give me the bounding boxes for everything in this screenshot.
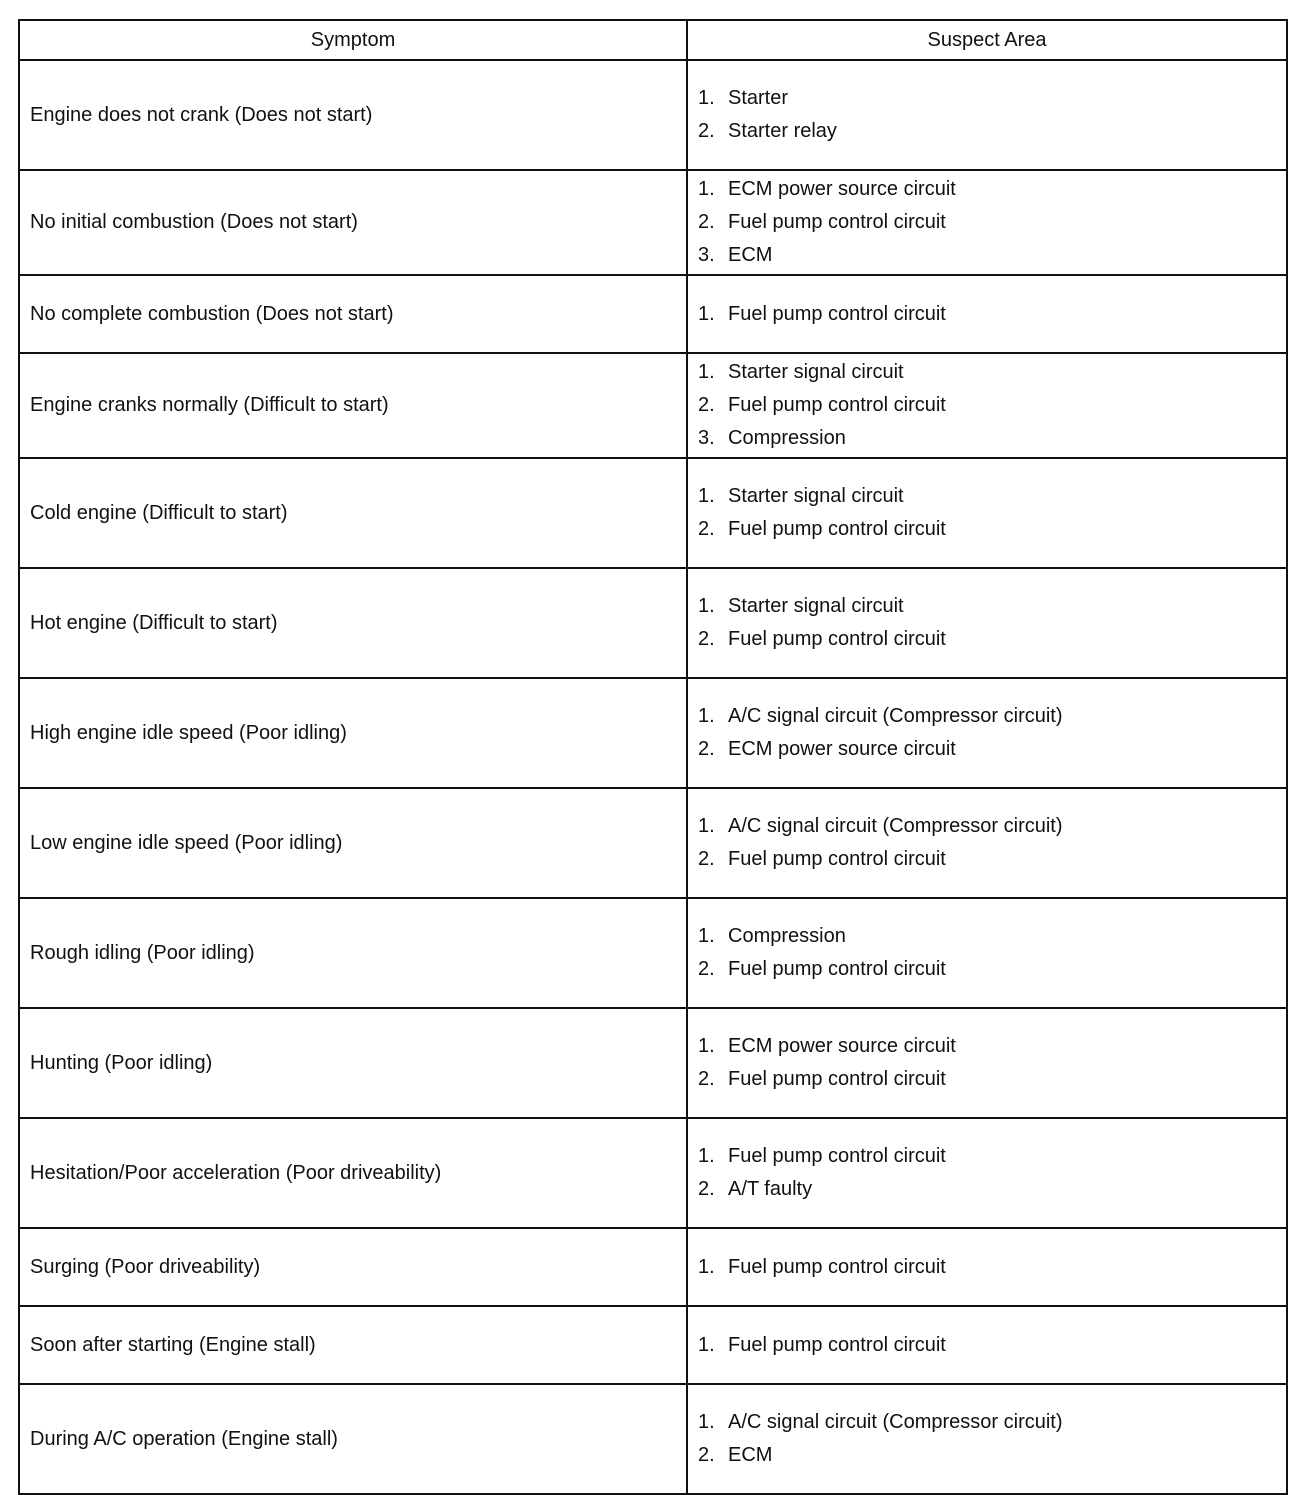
symptom-cell: Hot engine (Difficult to start)	[19, 568, 687, 678]
table-row	[19, 275, 1287, 353]
item-number: 1.	[698, 361, 715, 383]
symptom-cell: Surging (Poor driveability)	[19, 1228, 687, 1306]
symptom-cell: Soon after starting (Engine stall)	[19, 1306, 687, 1384]
suspect-area-text: Fuel pump control circuit	[728, 211, 946, 233]
suspect-area-item	[698, 1063, 1276, 1096]
symptom-cell: Low engine idle speed (Poor idling)	[19, 788, 687, 898]
suspect-area-item	[698, 480, 1276, 513]
suspect-area-text: Fuel pump control circuit	[728, 1145, 946, 1167]
suspect-area-cell	[687, 1306, 1287, 1384]
suspect-area-cell	[687, 458, 1287, 568]
suspect-area-item	[698, 115, 1276, 148]
suspect-area-cell	[687, 568, 1287, 678]
suspect-area-item	[698, 356, 1276, 389]
item-number: 1.	[698, 1333, 715, 1356]
symptom-cell: No initial combustion (Does not start)	[19, 170, 687, 275]
suspect-area-item	[698, 920, 1276, 953]
item-number: 1.	[698, 178, 715, 200]
item-number: 3.	[698, 244, 715, 266]
table-row	[19, 1384, 1287, 1494]
table-row	[19, 60, 1287, 170]
symptom-cell: No complete combustion (Does not start)	[19, 275, 687, 353]
table-row	[19, 458, 1287, 568]
suspect-area-item	[698, 843, 1276, 876]
table-header	[19, 20, 1287, 60]
symptom-table	[18, 19, 1288, 1495]
suspect-area-cell	[687, 170, 1287, 275]
suspect-area-text: A/C signal circuit (Compressor circuit)	[728, 815, 1063, 837]
suspect-area-item	[698, 1030, 1276, 1063]
symptom-cell: Engine cranks normally (Difficult to start)	[19, 353, 687, 458]
table-row	[19, 568, 1287, 678]
table-row	[19, 353, 1287, 458]
header-row	[19, 20, 1287, 60]
suspect-area-item	[698, 700, 1276, 733]
item-number: 1.	[698, 1411, 715, 1433]
item-number: 2.	[698, 211, 715, 233]
suspect-area-text: ECM	[728, 1444, 773, 1466]
suspect-area-text: Compression	[728, 925, 846, 947]
suspect-area-item	[698, 1439, 1276, 1472]
suspect-area-text: ECM power source circuit	[728, 178, 956, 200]
suspect-area-item	[698, 206, 1276, 239]
suspect-area-item	[698, 1173, 1276, 1206]
suspect-area-text: ECM power source circuit	[728, 1035, 956, 1057]
suspect-area-text: Fuel pump control circuit	[728, 958, 946, 980]
header-suspect-area: Suspect Area	[687, 20, 1287, 60]
item-number: 2.	[698, 848, 715, 870]
table-row	[19, 1008, 1287, 1118]
table-row	[19, 788, 1287, 898]
item-number: 1.	[698, 925, 715, 947]
item-number: 1.	[698, 705, 715, 727]
suspect-area-text: Compression	[728, 427, 846, 449]
suspect-area-item	[698, 1329, 1276, 1362]
suspect-area-cell	[687, 898, 1287, 1008]
suspect-area-item	[698, 239, 1276, 272]
item-number: 2.	[698, 628, 715, 650]
suspect-area-item	[698, 298, 1276, 331]
item-number: 1.	[698, 1145, 715, 1167]
suspect-area-item	[698, 1140, 1276, 1173]
suspect-area-cell	[687, 60, 1287, 170]
suspect-area-item	[698, 623, 1276, 656]
item-number: 2.	[698, 1178, 715, 1200]
suspect-area-text: Starter	[728, 87, 789, 109]
suspect-area-text: Fuel pump control circuit	[728, 1255, 946, 1278]
item-number: 1.	[698, 815, 715, 837]
suspect-area-item	[698, 1251, 1276, 1284]
symptom-cell: High engine idle speed (Poor idling)	[19, 678, 687, 788]
suspect-area-text: Fuel pump control circuit	[728, 394, 946, 416]
suspect-area-item	[698, 422, 1276, 455]
item-number: 1.	[698, 595, 715, 617]
suspect-area-item	[698, 590, 1276, 623]
suspect-area-text: Fuel pump control circuit	[728, 518, 946, 540]
table-row	[19, 170, 1287, 275]
table-row	[19, 678, 1287, 788]
item-number: 2.	[698, 1068, 715, 1090]
symptom-cell: Hesitation/Poor acceleration (Poor driveability)	[19, 1118, 687, 1228]
suspect-area-cell	[687, 353, 1287, 458]
item-number: 2.	[698, 738, 715, 760]
suspect-area-text: Fuel pump control circuit	[728, 628, 946, 650]
item-number: 1.	[698, 485, 715, 507]
suspect-area-cell	[687, 275, 1287, 353]
suspect-area-text: Starter signal circuit	[728, 595, 904, 617]
suspect-area-item	[698, 733, 1276, 766]
suspect-area-text: Fuel pump control circuit	[728, 302, 946, 325]
suspect-area-text: Starter relay	[728, 120, 837, 142]
suspect-area-text: Fuel pump control circuit	[728, 1068, 946, 1090]
item-number: 2.	[698, 394, 715, 416]
suspect-area-text: Starter signal circuit	[728, 361, 904, 383]
item-number: 1.	[698, 302, 715, 325]
suspect-area-text: Fuel pump control circuit	[728, 1333, 946, 1356]
item-number: 1.	[698, 1255, 715, 1278]
table-body	[19, 60, 1287, 1494]
suspect-area-cell	[687, 1008, 1287, 1118]
item-number: 1.	[698, 1035, 715, 1057]
item-number: 2.	[698, 958, 715, 980]
suspect-area-text: A/C signal circuit (Compressor circuit)	[728, 1411, 1063, 1433]
suspect-area-text: A/T faulty	[728, 1178, 813, 1200]
suspect-area-text: Starter signal circuit	[728, 485, 904, 507]
suspect-area-cell	[687, 788, 1287, 898]
table-row	[19, 1228, 1287, 1306]
suspect-area-item	[698, 953, 1276, 986]
suspect-area-item	[698, 513, 1276, 546]
suspect-area-item	[698, 1406, 1276, 1439]
suspect-area-cell	[687, 1228, 1287, 1306]
table-row	[19, 898, 1287, 1008]
table-row	[19, 1118, 1287, 1228]
suspect-area-item	[698, 389, 1276, 422]
suspect-area-item	[698, 173, 1276, 206]
suspect-area-text: ECM	[728, 244, 773, 266]
item-number: 2.	[698, 518, 715, 540]
suspect-area-item	[698, 810, 1276, 843]
suspect-area-item	[698, 82, 1276, 115]
suspect-area-cell	[687, 1118, 1287, 1228]
header-symptom: Symptom	[19, 20, 687, 60]
table-row	[19, 1306, 1287, 1384]
suspect-area-text: ECM power source circuit	[728, 738, 956, 760]
symptom-cell: Hunting (Poor idling)	[19, 1008, 687, 1118]
suspect-area-text: Fuel pump control circuit	[728, 848, 946, 870]
symptom-cell: Cold engine (Difficult to start)	[19, 458, 687, 568]
suspect-area-text: A/C signal circuit (Compressor circuit)	[728, 705, 1063, 727]
item-number: 2.	[698, 120, 715, 142]
symptom-cell: Rough idling (Poor idling)	[19, 898, 687, 1008]
suspect-area-cell	[687, 1384, 1287, 1494]
item-number: 3.	[698, 427, 715, 449]
item-number: 1.	[698, 87, 715, 109]
symptom-cell: Engine does not crank (Does not start)	[19, 60, 687, 170]
symptom-cell: During A/C operation (Engine stall)	[19, 1384, 687, 1494]
suspect-area-cell	[687, 678, 1287, 788]
item-number: 2.	[698, 1444, 715, 1466]
